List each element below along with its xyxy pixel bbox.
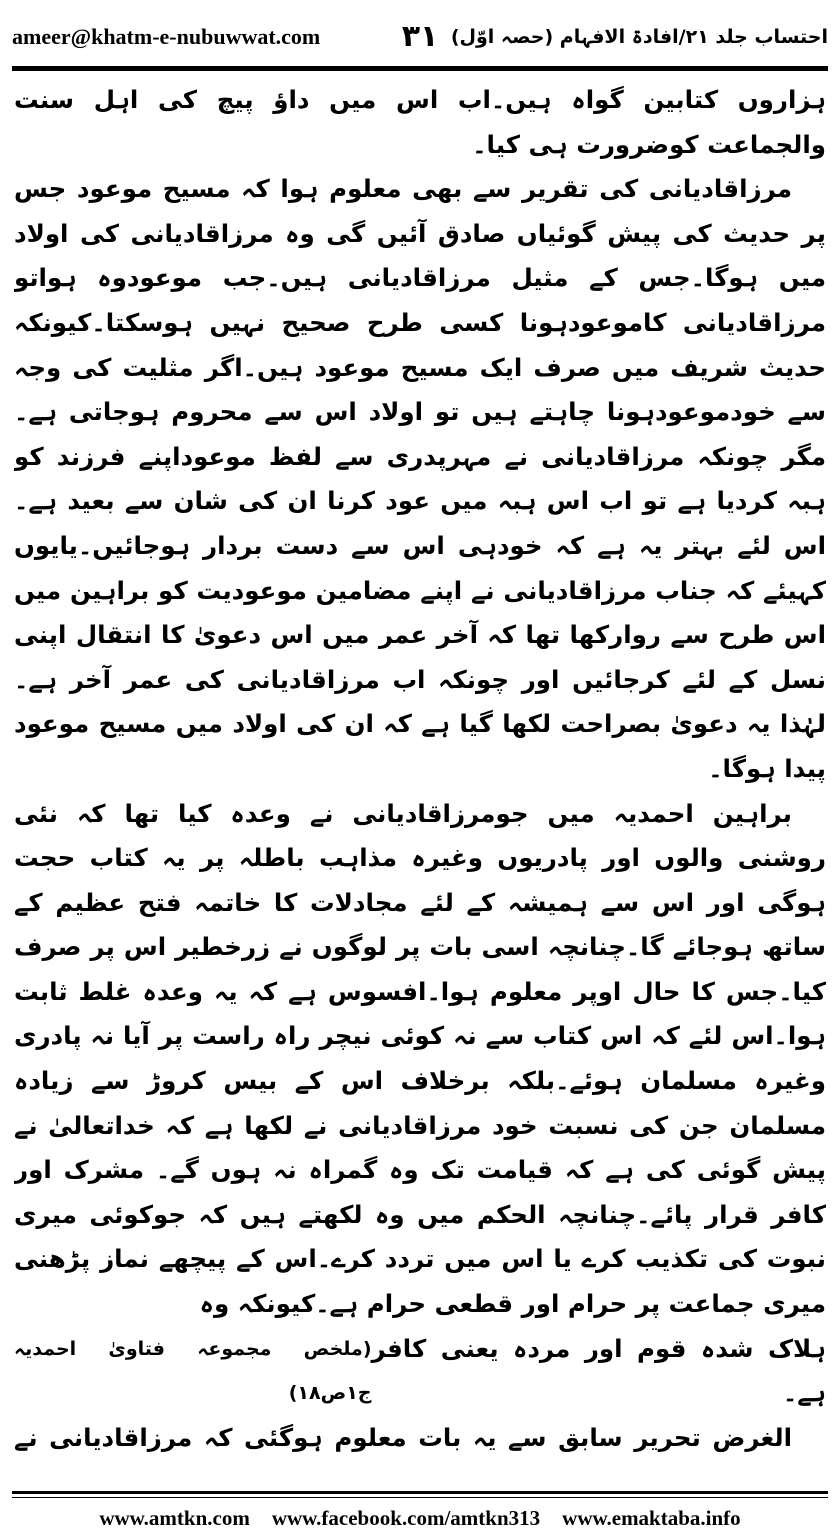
footer-rule-thick [12,1491,828,1494]
footer-link-emaktaba[interactable]: www.emaktaba.info [562,1505,741,1530]
paragraph-4: الغرض تحریر سابق سے یہ بات معلوم ہوگئی کہ مرزاقادیانی نے [14,1422,792,1452]
header-rule [12,66,828,71]
footer-link-amtkn[interactable]: www.amtkn.com [99,1505,250,1530]
footer-rule-thin [12,1497,828,1498]
page-header [12,14,828,60]
paragraph-3: براہین احمدیہ میں جومرزاقادیانی نے وعدہ کیا تھا کہ نئی روشنی والوں اور پادریوں وغیرہ مذاہب باطلہ پر یہ کتاب حجت ہوگی اور اس سے ہمیشہ کے لئے مجادلات کا خاتمہ فتح عظیم کے ساتھ ہوجائے گا۔چنانچہ اسی بات پر لوگوں نے زرخطیر اس پر صرف کیا۔جس کا حال اوپر معلوم ہوا۔افسوس ہے کہ یہ وعدہ غلط ثابت ہوا۔اس لئے کہ اس کتاب سے نہ کوئی نیچر راہ راست پر آیا نہ پادری وغیرہ مسلمان ہوئے۔بلکہ برخلاف اس کے بیس کروڑ سے زیادہ مسلمان جن کی نسبت خود مرزاقادیانی نے لکھا ہے کہ خداتعالیٰ نے پیش گوئی کی ہے کہ قیامت تک وہ گمراہ نہ ہوں گے۔ مشرک اور کافر قرار پائے۔چنانچہ الحکم میں وہ لکھتے ہیں کہ جوکوئی میری نبوت کی تکذیب کرے یا اس میں تردد کرے۔اس کے پیچھے نماز پڑھنی میری جماعت پر حرام اور قطعی حرام ہے۔کیونکہ وہ [14,798,826,1319]
page-number: ۳۱ [401,19,439,54]
citation: (ملخص مجموعہ فتاویٰ احمدیہ ج۱ص۱۸) [14,1337,372,1405]
paragraph-3-end: ہلاک شدہ قوم اور مردہ یعنی کافر ہے۔ [371,1333,826,1408]
footer-link-facebook[interactable]: www.facebook.com/amtkn313 [271,1505,541,1530]
main-text [14,78,826,1468]
header-email: ameer@khatm-e-nubuwwat.com [12,24,321,49]
citation-row [14,1327,826,1416]
paragraph-2: مرزاقادیانی کی تقریر سے بھی معلوم ہوا کہ مسیح موعود جس پر حدیث کی پیش گوئیاں صادق آئیں گی وہ مرزاقادیانی کی اولاد میں ہوگا۔جس کے مثیل مرزاقادیانی ہیں۔جب موعودوہ ہواتو مرزاقادیانی کاموعودہونا کسی طرح صحیح نہیں ہوسکتا۔کیونکہ حدیث شریف میں صرف ایک مسیح موعود ہیں۔اگر مثلیت کی وجہ سے خودموعودہونا چاہتے ہیں تو اولاد اس سے محروم ہوجاتی ہے۔مگر چونکہ مرزاقادیانی نے مہرپدری سے لفظ موعوداپنے فرزند کو ہبہ کردیا ہے تو اب اس ہبہ میں عود کرنا ان کی شان سے بعید ہے۔اس لئے بہتر یہ ہے کہ خودہی اس سے دست بردار ہوجائیں۔یایوں کہیئے کہ جناب مرزاقادیانی نے اپنے مضامین موعودیت کو براہین میں اس طرح سے روارکھا تھا کہ آخر عمر میں اس دعویٰ کا انتقال اپنی نسل کے لئے کرجائیں اور چونکہ اب مرزاقادیانی کی عمر آخر ہے۔لہٰذا یہ دعویٰ بصراحت لکھا گیا ہے کہ ان کی اولاد میں مسیح موعود پیدا ہوگا۔ [14,174,826,783]
running-title: احتساب جلد ۲۱/افادۃ الافہام (حصہ اوّل) [450,26,828,48]
paragraph-1: ہزاروں کتابین گواہ ہیں۔اب اس میں داؤ پیچ کی اہل سنت والجماعت کوضرورت ہی کیا۔ [14,85,826,159]
page-footer [12,1502,828,1534]
